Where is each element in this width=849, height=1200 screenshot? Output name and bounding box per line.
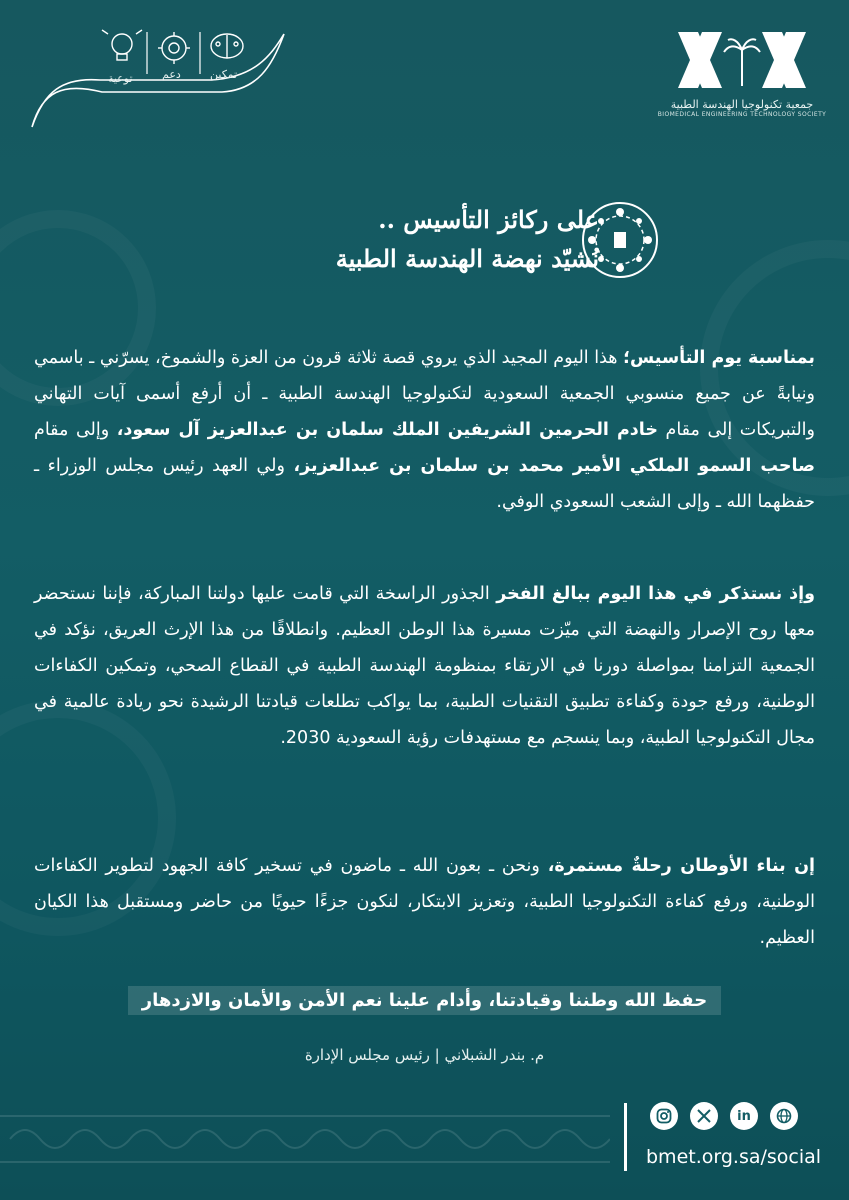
paragraph-bold-run: إن بناء الأوطان رحلةٌ مستمرة، [547,856,815,876]
ribbon-graphic [22,22,292,132]
x-icon[interactable] [690,1102,718,1130]
gear-icon [158,32,190,64]
paragraph-text-run: الجذور الراسخة التي قامت عليها دولتنا المباركة، فإننا نستحضر معها روح الإصرار والنهضة التي ميّزت مسيرة هذا الوطن العظيم. وانطلاقًا من هذا الإرث العريق، نؤكد في الجمعية التزامنا بمواصلة دورنا في الارتقاء بمنظومة الهندسة الطبية في القطاع الصحي، وتمكين الكفاءات الوطنية، ورفع جودة وكفاءة تطبيق التقنيات الطبية، بما يواكب تطلعات قيادتنا الرشيدة نحو ريادة عالمية في مجال التكنولوجيا الطبية، وبما ينسجم مع مستهدفات رؤية السعودية 2030. [34,584,815,748]
paragraph-2 [34,576,815,756]
slogan-tawiya: توعية [108,72,133,85]
heading-line-2: نُشيّد نهضة الهندسة الطبية [335,244,599,273]
paragraph-3 [34,848,815,956]
social-url-link[interactable]: bmet.org.sa/social [646,1146,822,1168]
xx-logo-mark [672,28,812,92]
paragraph-bold-run: وإذ نستذكر في هذا اليوم ببالغ الفخر [496,584,815,604]
paragraph-bold-run: خادم الحرمين الشريفين الملك سلمان بن عبدالعزيز آل سعود، [116,420,658,440]
social-links [650,1102,798,1130]
footer-divider [624,1103,627,1171]
instagram-icon[interactable] [650,1102,678,1130]
footer-pattern [0,1104,610,1174]
paragraph-text-run: هذا اليوم المجيد الذي يروي قصة ثلاثة قرون من العزة والشموخ، يسرّني ـ باسمي ونيابةً عن جميع منسوبي الجمعية السعودية لتكنولوجيا الهندسة الطبية ـ أن أرفع أسمى آيات التهاني والتبريكات إلى مقام [34,348,815,440]
page-heading [336,205,599,273]
paragraph-1 [34,340,815,520]
globe-icon[interactable] [770,1102,798,1130]
paragraph-text-run: ونحن ـ بعون الله ـ ماضون في تسخير كافة الجهود لتطوير الكفاءات الوطنية، ورفع كفاءة التكنولوجيا الطبية، وتعزيز الابتكار، لنكون جزءًا حيويًا من حاضر ومستقبل هذا الكيان العظيم. [34,856,815,948]
signature: م. بندر الشبلاني | رئيس مجلس الإدارة [304,1046,545,1064]
brain-icon [211,34,243,58]
heading-line-1: على ركائز التأسيس .. [378,205,599,234]
society-logo [657,28,827,118]
slogan-daam: دعم [162,68,181,81]
slogan-ribbon [22,22,292,132]
paragraph-bold-run: صاحب السمو الملكي الأمير محمد بن سلمان بن عبدالعزيز، [293,456,816,476]
paragraph-bold-run: بمناسبة يوم التأسيس؛ [623,348,815,368]
closing-wrapper [0,986,849,1015]
paragraph-text-run: وإلى مقام [34,420,117,440]
closing-prayer: حفظ الله وطننا وقيادتنا، وأدام علينا نعم الأمن والأمان والازدهار [128,986,721,1015]
slogan-tamkeen: تمكين [210,68,238,81]
society-name-ar: جمعية تكنولوجيا الهندسة الطبية [670,98,814,111]
lightbulb-icon [102,30,142,60]
society-name-en: BIOMEDICAL ENGINEERING TECHNOLOGY SOCIETY [657,111,827,118]
paragraph-text-run: ولي العهد رئيس مجلس الوزراء ـ حفظهما الله ـ وإلى الشعب السعودي الوفي. [34,456,815,512]
palm-icon [724,39,760,86]
linkedin-icon[interactable]: in [730,1102,758,1130]
